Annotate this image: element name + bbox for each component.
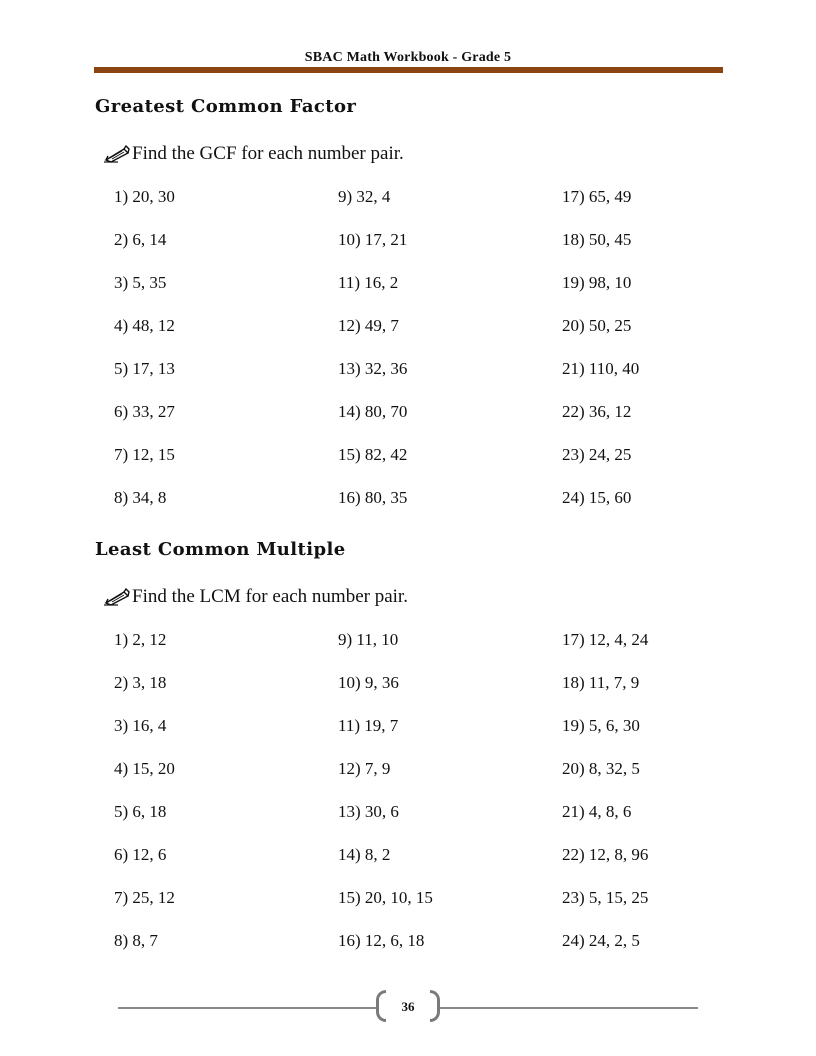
lcm-problem: 18) 11, 7, 9 (562, 673, 640, 692)
pencil-icon (104, 145, 130, 163)
gcf-problem: 13) 32, 36 (338, 359, 408, 378)
lcm-problem: 12) 7, 9 (338, 759, 391, 778)
gcf-problem: 12) 49, 7 (338, 316, 399, 335)
lcm-problem: 16) 12, 6, 18 (338, 931, 425, 950)
gcf-problem: 1) 20, 30 (114, 187, 175, 206)
lcm-problem: 10) 9, 36 (338, 673, 399, 692)
header-rule (94, 67, 723, 73)
lcm-section-title: Least Common Multiple (95, 539, 346, 560)
footer-bracket-right (430, 990, 440, 1022)
gcf-problem: 2) 6, 14 (114, 230, 167, 249)
gcf-problem: 11) 16, 2 (338, 273, 399, 292)
gcf-problem: 22) 36, 12 (562, 402, 632, 421)
lcm-problem: 13) 30, 6 (338, 802, 399, 821)
pencil-icon (104, 588, 130, 606)
gcf-instruction (104, 143, 404, 165)
gcf-problem: 17) 65, 49 (562, 187, 632, 206)
lcm-problem: 19) 5, 6, 30 (562, 716, 640, 735)
gcf-problem: 14) 80, 70 (338, 402, 408, 421)
lcm-instruction-text: Find the LCM for each number pair. (132, 586, 408, 607)
lcm-problem: 21) 4, 8, 6 (562, 802, 632, 821)
lcm-problem: 4) 15, 20 (114, 759, 175, 778)
gcf-problem: 8) 34, 8 (114, 488, 167, 507)
gcf-problem: 10) 17, 21 (338, 230, 408, 249)
footer-line-left (118, 1007, 376, 1009)
lcm-problem: 11) 19, 7 (338, 716, 399, 735)
gcf-problem: 19) 98, 10 (562, 273, 632, 292)
lcm-problem: 5) 6, 18 (114, 802, 167, 821)
lcm-problem: 17) 12, 4, 24 (562, 630, 649, 649)
footer-line-right (440, 1007, 698, 1009)
lcm-problem: 23) 5, 15, 25 (562, 888, 649, 907)
lcm-problem: 3) 16, 4 (114, 716, 167, 735)
gcf-problem: 21) 110, 40 (562, 359, 640, 378)
gcf-problem: 20) 50, 25 (562, 316, 632, 335)
gcf-problem: 16) 80, 35 (338, 488, 408, 507)
page-number: 36 (401, 999, 415, 1014)
lcm-problem: 22) 12, 8, 96 (562, 845, 649, 864)
gcf-problem: 3) 5, 35 (114, 273, 167, 292)
gcf-instruction-text: Find the GCF for each number pair. (132, 143, 404, 164)
gcf-problem: 6) 33, 27 (114, 402, 175, 421)
lcm-problem: 8) 8, 7 (114, 931, 158, 950)
gcf-problem: 24) 15, 60 (562, 488, 632, 507)
gcf-problem: 18) 50, 45 (562, 230, 632, 249)
lcm-problem: 14) 8, 2 (338, 845, 391, 864)
lcm-instruction (104, 586, 408, 608)
gcf-problem: 4) 48, 12 (114, 316, 175, 335)
lcm-problem: 9) 11, 10 (338, 630, 399, 649)
lcm-problem: 1) 2, 12 (114, 630, 167, 649)
gcf-problem: 7) 12, 15 (114, 445, 175, 464)
header-title: SBAC Math Workbook - Grade 5 (304, 50, 512, 65)
lcm-problem: 6) 12, 6 (114, 845, 167, 864)
lcm-problem: 20) 8, 32, 5 (562, 759, 640, 778)
lcm-problem: 7) 25, 12 (114, 888, 175, 907)
lcm-problem: 24) 24, 2, 5 (562, 931, 640, 950)
gcf-problem: 5) 17, 13 (114, 359, 175, 378)
footer-bracket-left (376, 990, 386, 1022)
gcf-problem: 15) 82, 42 (338, 445, 408, 464)
gcf-problem: 9) 32, 4 (338, 187, 391, 206)
gcf-section-title: Greatest Common Factor (95, 96, 357, 117)
lcm-problem: 2) 3, 18 (114, 673, 167, 692)
lcm-problem: 15) 20, 10, 15 (338, 888, 433, 907)
gcf-problem: 23) 24, 25 (562, 445, 632, 464)
